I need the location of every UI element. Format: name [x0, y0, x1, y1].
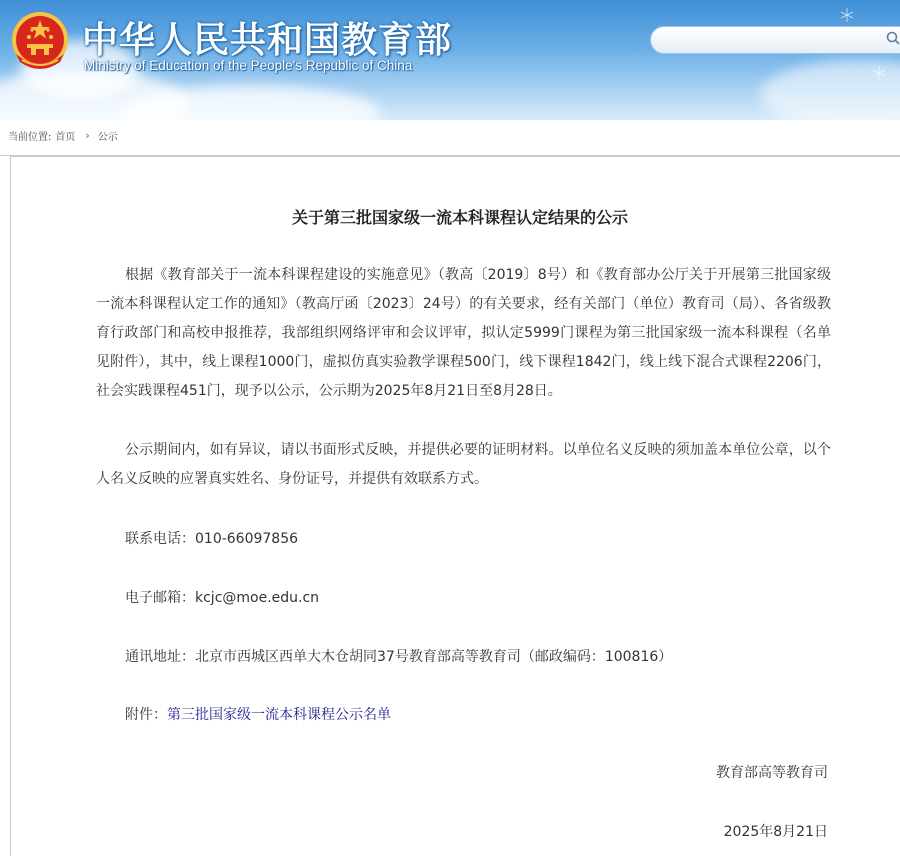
- address-value: 北京市西城区西单大木仓胡同37号教育部高等教育司（邮政编码：100816）: [195, 649, 673, 665]
- contact-address: [125, 646, 672, 666]
- search-icon[interactable]: [886, 31, 900, 45]
- email-label: 电子邮箱：: [125, 590, 195, 606]
- contact-email: [125, 587, 319, 607]
- national-emblem-icon: [10, 10, 70, 74]
- attachment-label: 附件：: [125, 707, 167, 723]
- phone-value: 010-66097856: [195, 531, 299, 547]
- site-header: [0, 0, 900, 120]
- dandelion-decoration-icon: [840, 8, 854, 22]
- chevron-right-icon: ›: [85, 128, 90, 142]
- dandelion-decoration-icon: [872, 66, 886, 80]
- phone-label: 联系电话：: [125, 531, 195, 547]
- email-value: kcjc@moe.edu.cn: [195, 590, 320, 606]
- publish-date: 2025年8月21日: [723, 824, 828, 840]
- search-input[interactable]: [650, 26, 900, 54]
- breadcrumb: [8, 127, 118, 143]
- site-title: 中华人民共和国教育部: [82, 20, 453, 61]
- signature: 教育部高等教育司: [716, 765, 828, 781]
- article-paragraph: 公示期间内，如有异议，请以书面形式反映，并提供必要的证明材料。以单位名义反映的须加盖本单位公章，以个人名义反映的应署真实姓名、身份证号，并提供有效联系方式。: [96, 442, 831, 487]
- breadcrumb-current[interactable]: 公示: [97, 131, 118, 143]
- address-label: 通讯地址：: [125, 649, 195, 665]
- attachment: [125, 704, 391, 724]
- page-title: 关于第三批国家级一流本科课程认定结果的公示: [291, 208, 628, 227]
- attachment-link[interactable]: 第三批国家级一流本科课程公示名单: [167, 707, 391, 723]
- contact-phone: [125, 528, 298, 548]
- breadcrumb-home-link[interactable]: 首页: [55, 131, 76, 143]
- breadcrumb-label: 当前位置:: [8, 131, 52, 143]
- site-subtitle: Ministry of Education of the People's Republic of China: [84, 58, 413, 73]
- article-paragraph: 根据《教育部关于一流本科课程建设的实施意见》（教高〔2019〕8号）和《教育部办公厅关于开展第三批国家级一流本科课程认定工作的通知》（教高厅函〔2023〕24号）的有关要求，经有关部门（单位）教育司（局）、各省级教育行政部门和高校申报推荐，我部组织网络评审和会议评审，拟认定5999门课程为第三批国家级一流本科课程（名单见附件），其中，线上课程1000门，虚拟仿真实验教学课程500门，线下课程1842门，线上线下混合式课程2206门，社会实践课程451门，现予以公示，公示期为2025年8月21日至8月28日。: [96, 267, 831, 399]
